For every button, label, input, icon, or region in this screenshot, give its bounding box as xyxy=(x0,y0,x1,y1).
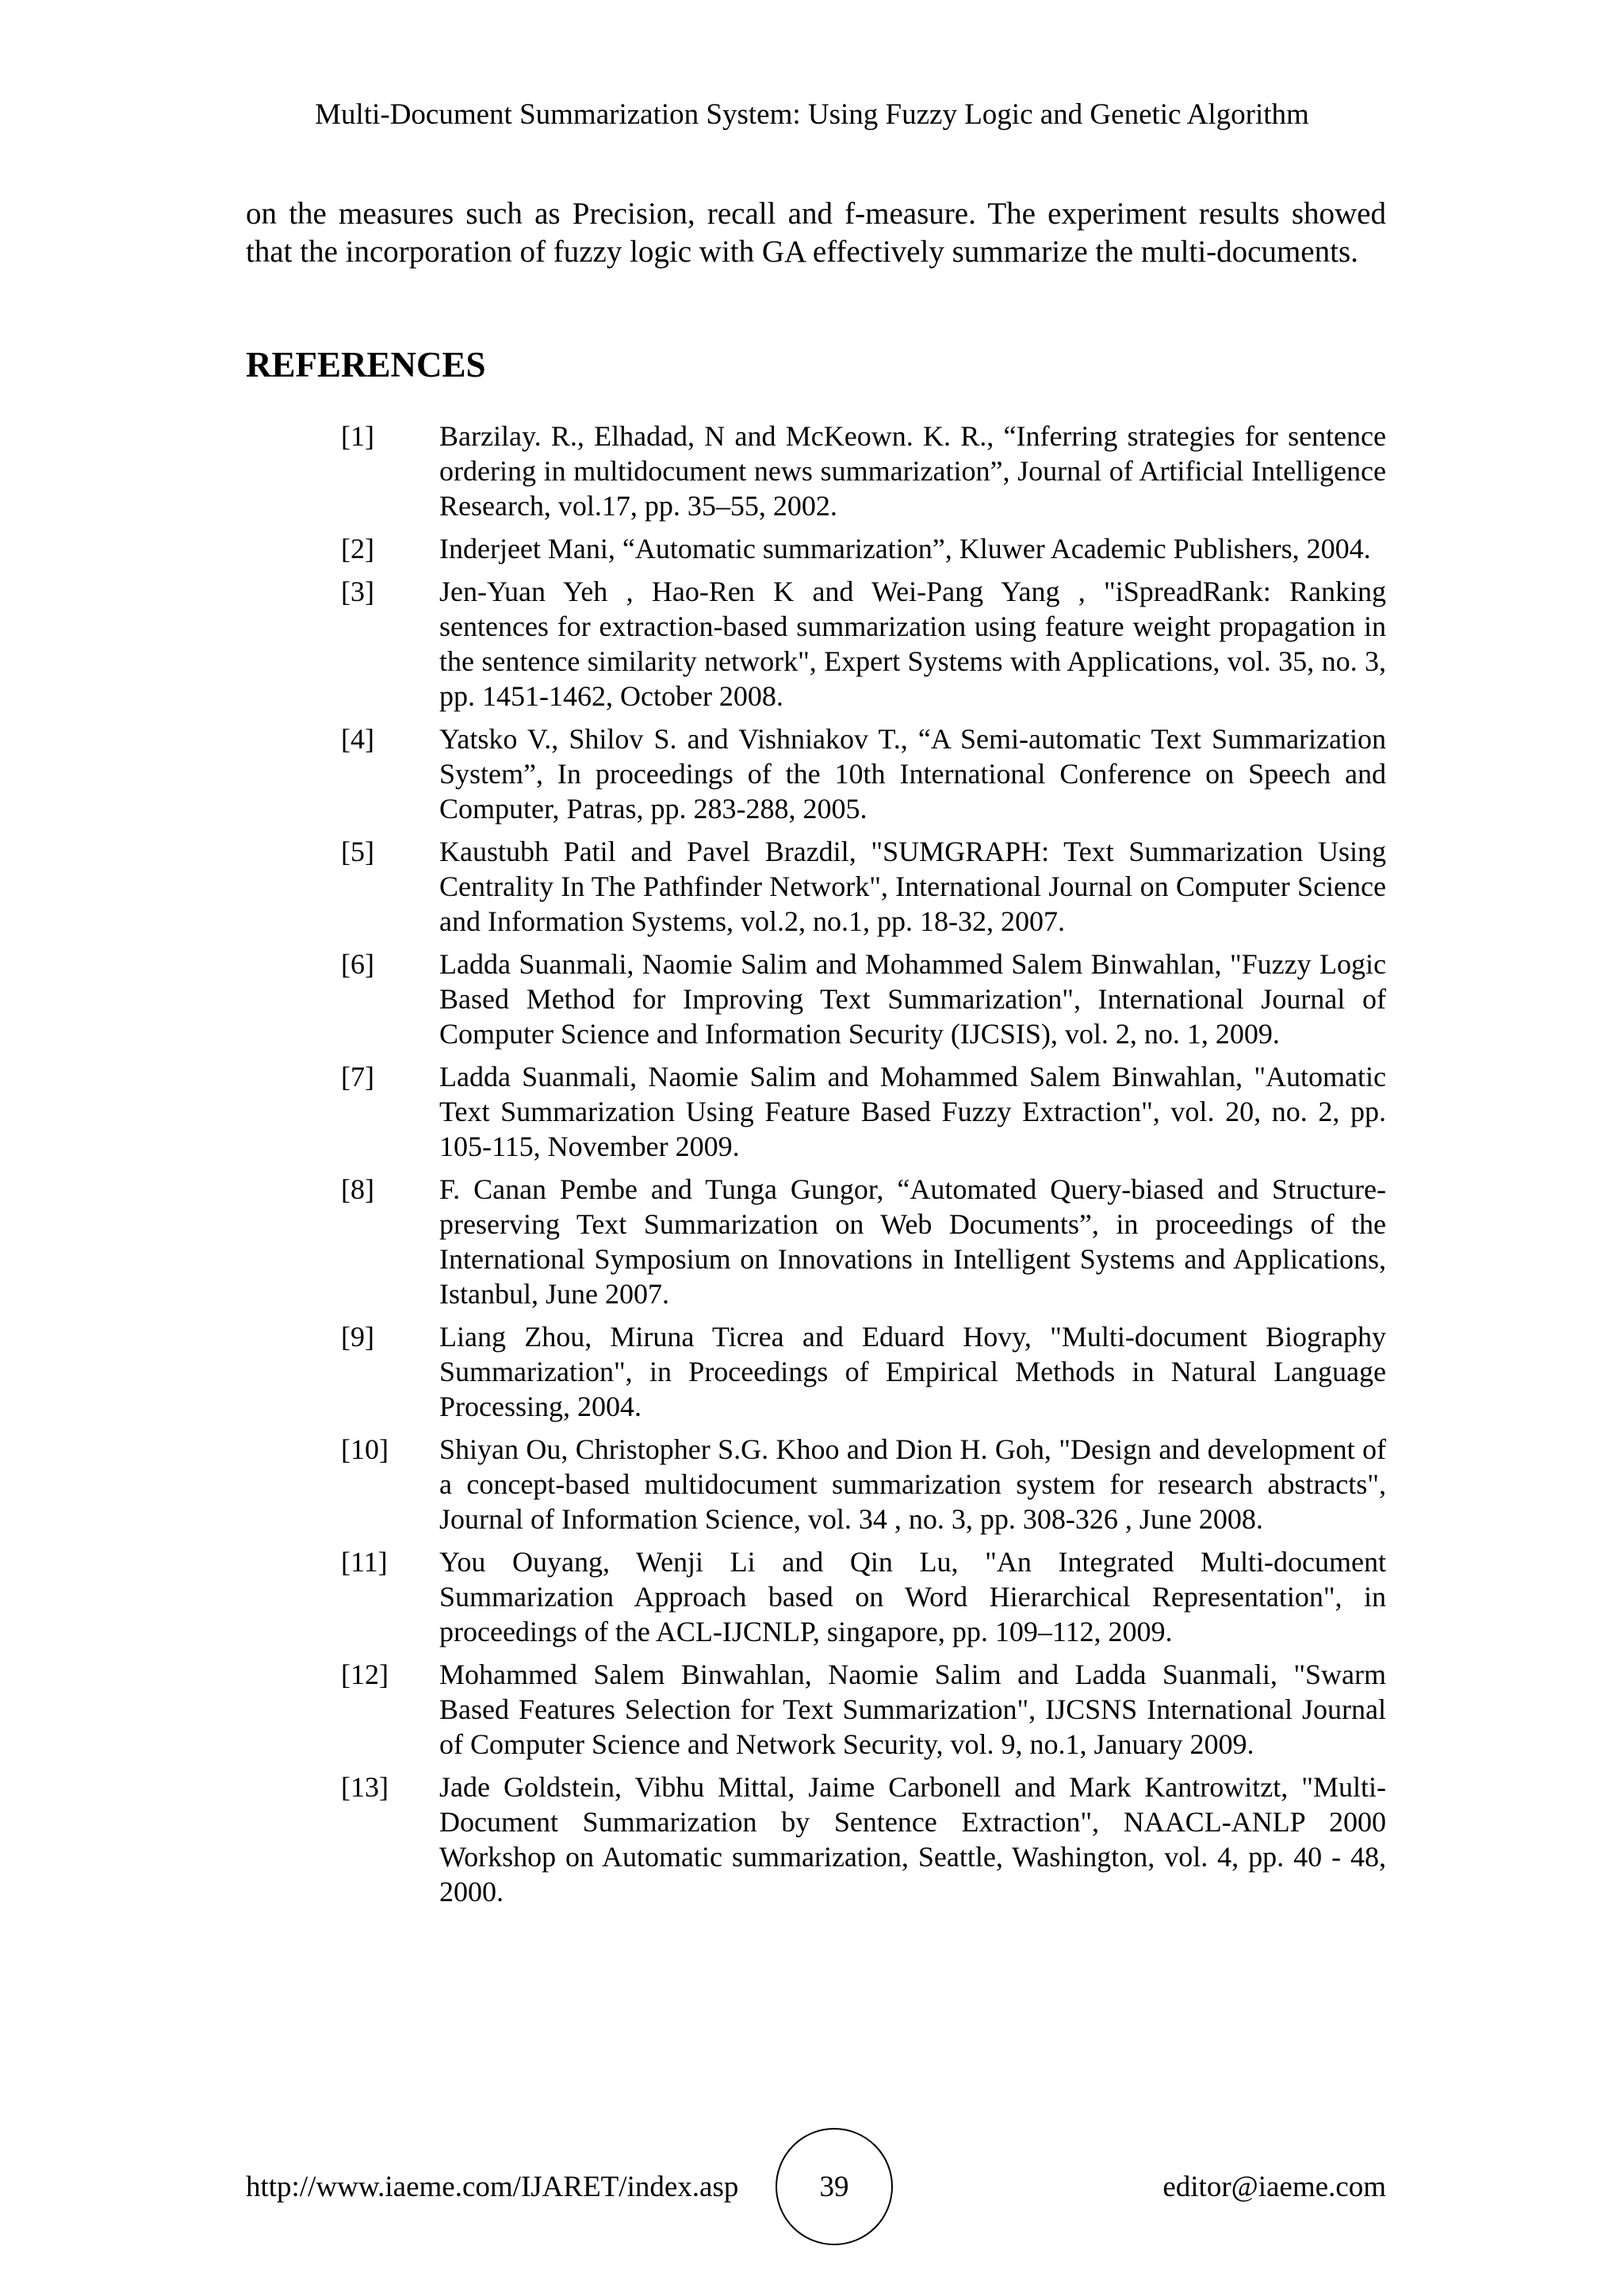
reference-item xyxy=(341,1059,1386,1164)
reference-text: Ladda Suanmali, Naomie Salim and Mohammed Salem Binwahlan, "Automatic Text Summarization Using Feature Based Fuzzy Extraction", vol. 20, no. 2, pp. 105-115, November 2009. xyxy=(439,1061,1386,1162)
reference-number: [2] xyxy=(341,533,374,564)
intro-paragraph: on the measures such as Precision, recall and f-measure. The experiment results showed that the incorporation of fuzzy logic with GA effectively summarize the multi-documents. xyxy=(246,197,1386,269)
reference-number: [10] xyxy=(341,1433,389,1465)
reference-item xyxy=(341,1432,1386,1536)
running-header: Multi-Document Summarization System: Using Fuzzy Logic and Genetic Algorithm xyxy=(315,98,1309,131)
reference-item xyxy=(341,531,1386,566)
reference-text: You Ouyang, Wenji Li and Qin Lu, "An Integrated Multi-document Summarization Approach based on Word Hierarchical Representation", in proceedings of the ACL-IJCNLP, singapore, pp. 109–112, 2009. xyxy=(439,1546,1386,1647)
reference-number: [3] xyxy=(341,576,374,607)
reference-text: Kaustubh Patil and Pavel Brazdil, "SUMGRAPH: Text Summarization Using Centrality In The Pathfinder Network", International Journal on Computer Science and Information Systems, vol.2, no.1, pp. 18-32, 2007. xyxy=(439,836,1386,937)
reference-text: Mohammed Salem Binwahlan, Naomie Salim and Ladda Suanmali, "Swarm Based Features Selection for Text Summarization", IJCSNS International Journal of Computer Science and Network Security, vol. 9, no.1, January 2009. xyxy=(439,1659,1386,1760)
reference-item xyxy=(341,419,1386,523)
reference-text: Jen-Yuan Yeh , Hao-Ren K and Wei-Pang Yang , "iSpreadRank: Ranking sentences for extraction-based summarization using feature weight propagation in the sentence similarity network", Expert Systems with Applications, vol. 35, no. 3, pp. 1451-1462, October 2008. xyxy=(439,576,1386,712)
reference-number: [8] xyxy=(341,1173,374,1205)
reference-number: [11] xyxy=(341,1546,388,1578)
reference-text: F. Canan Pembe and Tunga Gungor, “Automated Query-biased and Structure-preserving Text Summarization on Web Documents”, in proceedings of the International Symposium on Innovations in Intelligent Systems and Applications, Istanbul, June 2007. xyxy=(439,1173,1386,1310)
reference-number: [7] xyxy=(341,1061,374,1093)
reference-text: Liang Zhou, Miruna Ticrea and Eduard Hovy, "Multi-document Biography Summarization", in Proceedings of Empirical Methods in Natural Language Processing, 2004. xyxy=(439,1321,1386,1422)
reference-text: Ladda Suanmali, Naomie Salim and Mohammed Salem Binwahlan, "Fuzzy Logic Based Method for Improving Text Summarization", International Journal of Computer Science and Information Security (IJCSIS), vol. 2, no. 1, 2009. xyxy=(439,948,1386,1050)
footer-url[interactable]: http://www.iaeme.com/IJARET/index.asp xyxy=(246,2171,739,2203)
reference-item xyxy=(341,1172,1386,1311)
reference-text: Jade Goldstein, Vibhu Mittal, Jaime Carbonell and Mark Kantrowitzt, "Multi-Document Summarization by Sentence Extraction", NAACL-ANLP 2000 Workshop on Automatic summarization, Seattle, Washington, vol. 4, pp. 40 - 48, 2000. xyxy=(439,1771,1386,1908)
page-number: 39 xyxy=(819,2171,849,2203)
reference-item xyxy=(341,574,1386,714)
reference-number: [6] xyxy=(341,948,374,980)
footer-email[interactable]: editor@iaeme.com xyxy=(1162,2171,1386,2203)
reference-item xyxy=(341,1657,1386,1762)
reference-item xyxy=(341,1319,1386,1424)
reference-text: Inderjeet Mani, “Automatic summarization”, Kluwer Academic Publishers, 2004. xyxy=(439,533,1371,564)
reference-text: Yatsko V., Shilov S. and Vishniakov T., “A Semi-automatic Text Summarization System”, In proceedings of the 10th International Conference on Speech and Computer, Patras, pp. 283-288, 2005. xyxy=(439,723,1386,825)
reference-number: [5] xyxy=(341,836,374,867)
reference-item xyxy=(341,834,1386,939)
reference-number: [9] xyxy=(341,1321,374,1353)
reference-number: [1] xyxy=(341,420,374,452)
reference-text: Shiyan Ou, Christopher S.G. Khoo and Dion H. Goh, "Design and development of a concept-based multidocument summarization system for research abstracts", Journal of Information Science, vol. 34 , no. 3, pp. 308-326 , June 2008. xyxy=(439,1433,1386,1535)
reference-item xyxy=(341,947,1386,1051)
references-heading: REFERENCES xyxy=(246,345,486,385)
reference-list xyxy=(341,419,1386,1917)
reference-number: [12] xyxy=(341,1659,389,1690)
reference-text: Barzilay. R., Elhadad, N and McKeown. K. R., “Inferring strategies for sentence ordering in multidocument news summarization”, Journal of Artificial Intelligence Research, vol.17, pp. 35–55, 2002. xyxy=(439,420,1386,522)
reference-number: [13] xyxy=(341,1771,389,1803)
reference-number: [4] xyxy=(341,723,374,755)
reference-item xyxy=(341,1770,1386,1909)
reference-item xyxy=(341,721,1386,826)
reference-item xyxy=(341,1544,1386,1649)
